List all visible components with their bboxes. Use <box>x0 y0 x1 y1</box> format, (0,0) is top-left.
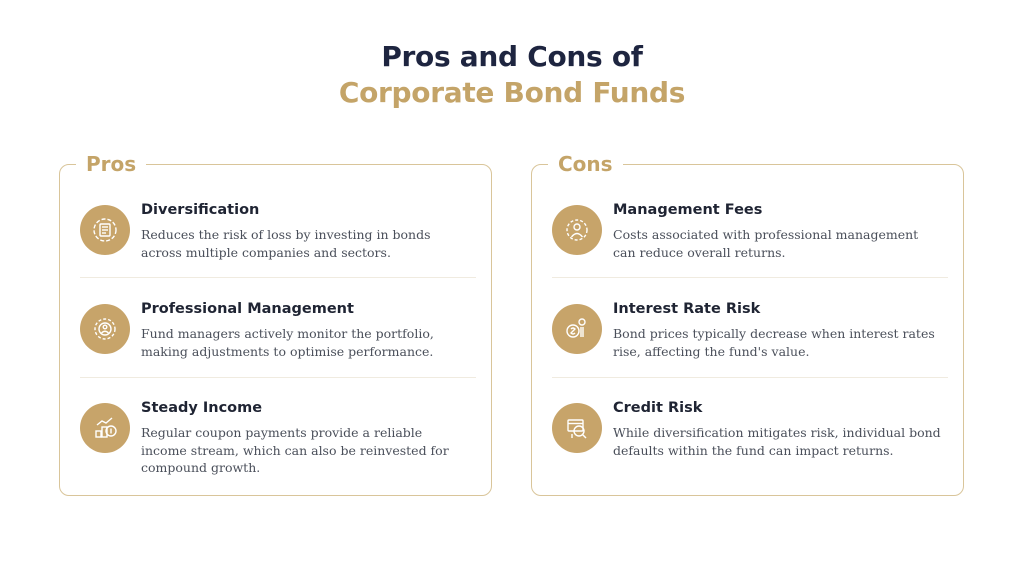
fees-icon <box>552 205 602 255</box>
pros-panel <box>59 152 492 496</box>
item-description: Reduces the risk of loss by investing in bonds across multiple companies and sectors. <box>141 227 431 260</box>
divider <box>552 377 948 378</box>
income-coins-icon <box>80 403 130 453</box>
page-subtitle: Corporate Bond Funds <box>338 76 686 109</box>
diversification-icon <box>80 205 130 255</box>
item-description: Costs associated with professional management can reduce overall returns. <box>613 227 919 260</box>
item-description: Regular coupon payments provide a reliable income stream, which can also be reinvested for compound growth. <box>141 425 449 475</box>
credit-risk-icon <box>552 403 602 453</box>
divider <box>80 277 476 278</box>
pros-label: Pros <box>76 151 146 177</box>
item-title: Management Fees <box>613 202 763 218</box>
item-description: While diversification mitigates risk, individual bond defaults within the fund can impact returns. <box>613 425 941 458</box>
item-title: Credit Risk <box>613 400 703 416</box>
cons-label: Cons <box>548 151 623 177</box>
management-gear-icon <box>80 304 130 354</box>
item-title: Professional Management <box>141 301 354 317</box>
cons-panel <box>531 152 964 496</box>
item-description: Bond prices typically decrease when interest rates rise, affecting the fund's value. <box>613 326 935 359</box>
interest-rate-icon <box>552 304 602 354</box>
page-title: Pros and Cons of <box>381 40 643 73</box>
item-title: Steady Income <box>141 400 263 416</box>
divider <box>552 277 948 278</box>
divider <box>80 377 476 378</box>
item-title: Interest Rate Risk <box>613 301 761 317</box>
item-title: Diversification <box>141 202 260 218</box>
item-description: Fund managers actively monitor the portfolio, making adjustments to optimise performance. <box>141 326 434 359</box>
